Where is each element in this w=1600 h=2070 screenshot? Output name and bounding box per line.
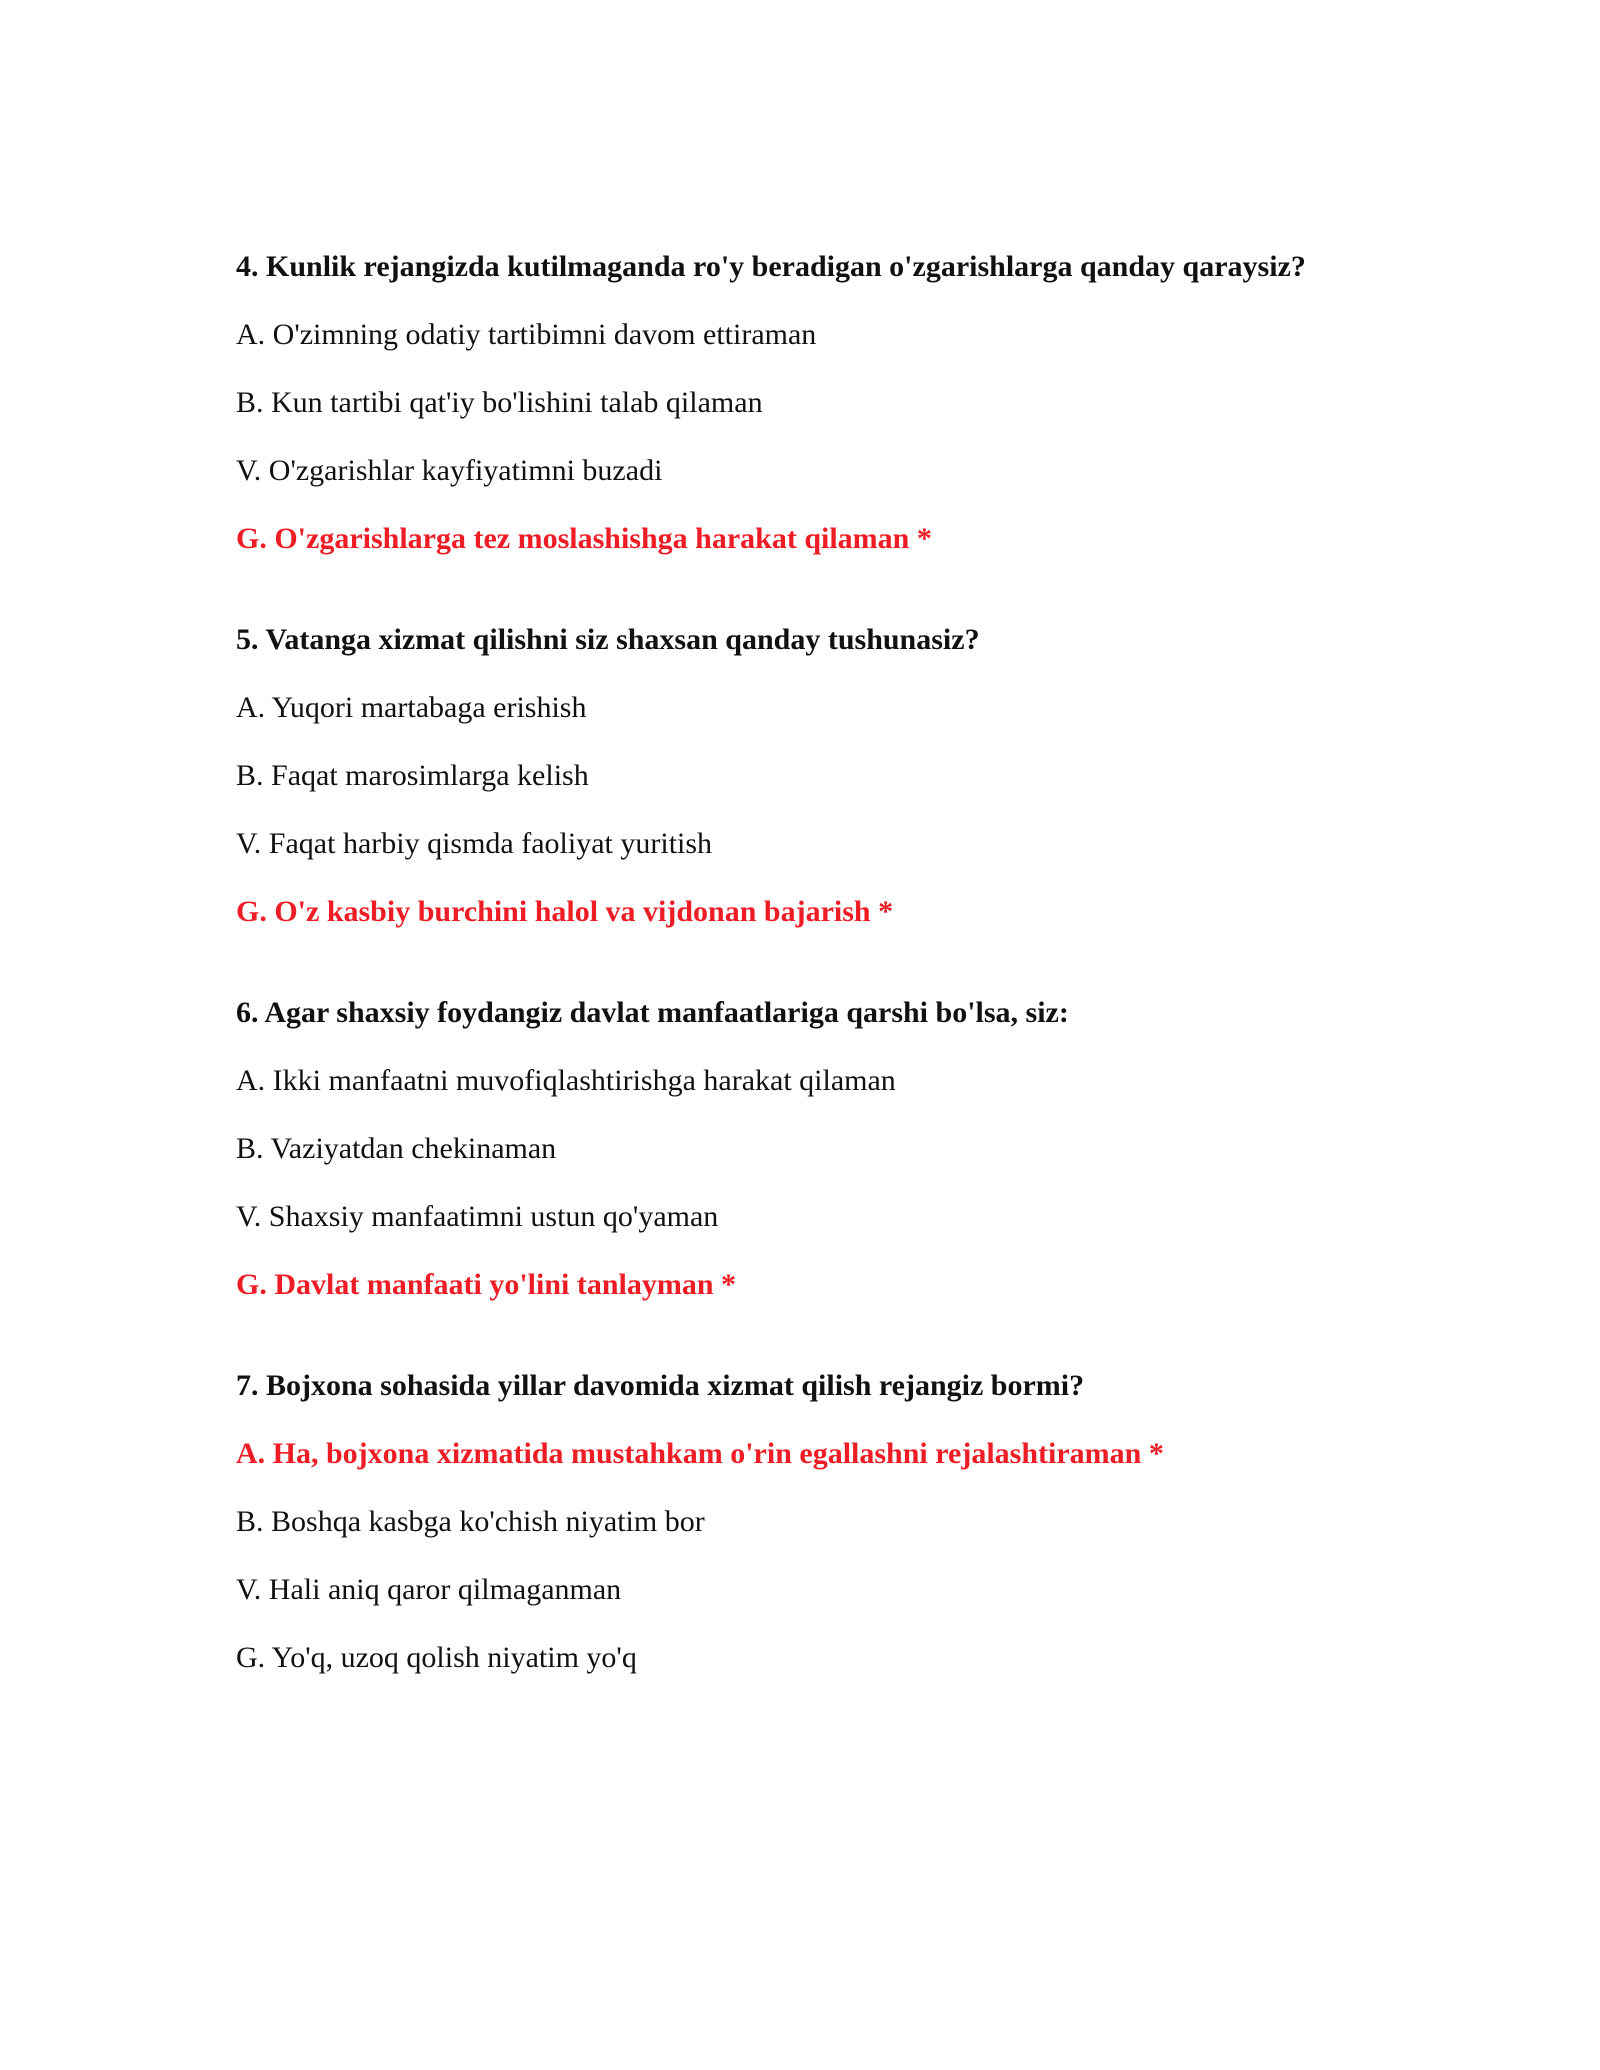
question-text: 7. Bojxona sohasida yillar davomida xizmat qilish rejangiz bormi? (236, 1369, 1085, 1402)
answer-option: B. Faqat marosimlarga kelish (236, 759, 589, 792)
quiz-content (236, 250, 1436, 1742)
answer-option: A. Yuqori martabaga erishish (236, 691, 587, 724)
question-text: 5. Vatanga xizmat qilishni siz shaxsan qanday tushunasiz? (236, 623, 980, 656)
answer-option: A. O'zimning odatiy tartibimni davom ettiraman (236, 318, 817, 351)
answer-option: V. O'zgarishlar kayfiyatimni buzadi (236, 454, 663, 487)
answer-option: V. Shaxsiy manfaatimni ustun qo'yaman (236, 1200, 719, 1233)
answer-option: B. Kun tartibi qat'iy bo'lishini talab qilaman (236, 386, 763, 419)
correct-answer-option: A. Ha, bojxona xizmatida mustahkam o'rin egallashni rejalashtiraman * (236, 1437, 1164, 1470)
question-block (236, 250, 1436, 556)
answer-option: V. Faqat harbiy qismda faoliyat yuritish (236, 827, 713, 860)
question-block (236, 996, 1436, 1302)
correct-answer-option: G. O'z kasbiy burchini halol va vijdonan bajarish * (236, 895, 894, 928)
correct-answer-option: G. Davlat manfaati yo'lini tanlayman * (236, 1268, 737, 1301)
question-block (236, 623, 1436, 929)
answer-option: B. Vaziyatdan chekinaman (236, 1132, 557, 1165)
answer-option: G. Yo'q, uzoq qolish niyatim yo'q (236, 1641, 637, 1674)
answer-option: B. Boshqa kasbga ko'chish niyatim bor (236, 1505, 705, 1538)
question-text: 4. Kunlik rejangizda kutilmaganda ro'y beradigan o'zgarishlarga qanday qaraysiz? (236, 250, 1306, 283)
answer-option: A. Ikki manfaatni muvofiqlashtirishga harakat qilaman (236, 1064, 896, 1097)
question-block (236, 1369, 1436, 1675)
question-text: 6. Agar shaxsiy foydangiz davlat manfaatlariga qarshi bo'lsa, siz: (236, 996, 1069, 1029)
correct-answer-option: G. O'zgarishlarga tez moslashishga harakat qilaman * (236, 522, 932, 555)
answer-option: V. Hali aniq qaror qilmaganman (236, 1573, 622, 1606)
